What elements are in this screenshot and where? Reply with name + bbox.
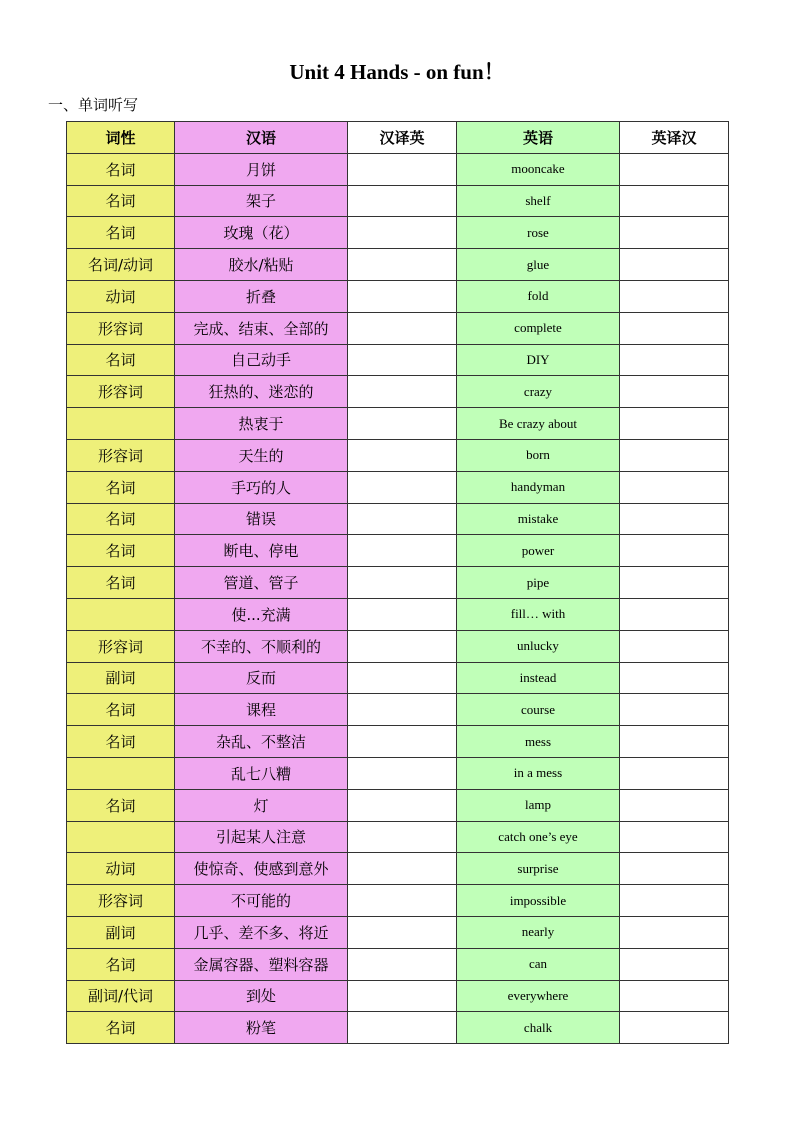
table-row bbox=[67, 662, 729, 694]
part-of-speech-cell: 动词 bbox=[67, 280, 175, 312]
english-to-chinese-answer-cell[interactable] bbox=[620, 885, 729, 917]
chinese-word-cell: 引起某人注意 bbox=[175, 821, 348, 853]
chinese-word-cell: 自己动手 bbox=[175, 344, 348, 376]
chinese-word-cell: 灯 bbox=[175, 789, 348, 821]
chinese-to-english-answer-cell[interactable] bbox=[348, 217, 457, 249]
table-row bbox=[67, 916, 729, 948]
english-word-cell: chalk bbox=[457, 1012, 620, 1044]
part-of-speech-cell: 名词 bbox=[67, 217, 175, 249]
chinese-word-cell: 到处 bbox=[175, 980, 348, 1012]
chinese-word-cell: 课程 bbox=[175, 694, 348, 726]
english-word-cell: glue bbox=[457, 249, 620, 281]
english-word-cell: handyman bbox=[457, 471, 620, 503]
table-row bbox=[67, 1012, 729, 1044]
english-word-cell: power bbox=[457, 535, 620, 567]
header-chinese-to-english: 汉译英 bbox=[348, 122, 457, 154]
table-row bbox=[67, 471, 729, 503]
part-of-speech-cell bbox=[67, 757, 175, 789]
english-to-chinese-answer-cell[interactable] bbox=[620, 503, 729, 535]
table-row bbox=[67, 948, 729, 980]
part-of-speech-cell: 形容词 bbox=[67, 376, 175, 408]
chinese-to-english-answer-cell[interactable] bbox=[348, 598, 457, 630]
table-row bbox=[67, 789, 729, 821]
part-of-speech-cell: 名词 bbox=[67, 694, 175, 726]
chinese-word-cell: 不可能的 bbox=[175, 885, 348, 917]
table-row bbox=[67, 535, 729, 567]
table-row bbox=[67, 185, 729, 217]
chinese-word-cell: 手巧的人 bbox=[175, 471, 348, 503]
chinese-word-cell: 热衷于 bbox=[175, 408, 348, 440]
part-of-speech-cell: 名词 bbox=[67, 1012, 175, 1044]
english-to-chinese-answer-cell[interactable] bbox=[620, 916, 729, 948]
part-of-speech-cell: 名词 bbox=[67, 726, 175, 758]
english-to-chinese-answer-cell[interactable] bbox=[620, 217, 729, 249]
page-title: Unit 4 Hands - on fun！ bbox=[289, 60, 505, 84]
part-of-speech-cell: 动词 bbox=[67, 853, 175, 885]
table-row bbox=[67, 757, 729, 789]
chinese-to-english-answer-cell[interactable] bbox=[348, 1012, 457, 1044]
english-to-chinese-answer-cell[interactable] bbox=[620, 153, 729, 185]
table-row bbox=[67, 312, 729, 344]
english-word-cell: mooncake bbox=[457, 153, 620, 185]
part-of-speech-cell: 副词/代词 bbox=[67, 980, 175, 1012]
chinese-word-cell: 折叠 bbox=[175, 280, 348, 312]
part-of-speech-cell: 名词 bbox=[67, 789, 175, 821]
chinese-to-english-answer-cell[interactable] bbox=[348, 280, 457, 312]
english-to-chinese-answer-cell[interactable] bbox=[620, 567, 729, 599]
english-word-cell: lamp bbox=[457, 789, 620, 821]
english-to-chinese-answer-cell[interactable] bbox=[620, 376, 729, 408]
table-row bbox=[67, 280, 729, 312]
english-to-chinese-answer-cell[interactable] bbox=[620, 980, 729, 1012]
part-of-speech-cell: 形容词 bbox=[67, 312, 175, 344]
english-to-chinese-answer-cell[interactable] bbox=[620, 1012, 729, 1044]
chinese-to-english-answer-cell[interactable] bbox=[348, 757, 457, 789]
part-of-speech-cell: 名词 bbox=[67, 948, 175, 980]
part-of-speech-cell: 名词 bbox=[67, 503, 175, 535]
english-to-chinese-answer-cell[interactable] bbox=[620, 757, 729, 789]
english-to-chinese-answer-cell[interactable] bbox=[620, 344, 729, 376]
chinese-to-english-answer-cell[interactable] bbox=[348, 439, 457, 471]
english-word-cell: course bbox=[457, 694, 620, 726]
english-to-chinese-answer-cell[interactable] bbox=[620, 471, 729, 503]
chinese-to-english-answer-cell[interactable] bbox=[348, 185, 457, 217]
english-word-cell: Be crazy about bbox=[457, 408, 620, 440]
table-row bbox=[67, 376, 729, 408]
english-word-cell: fold bbox=[457, 280, 620, 312]
english-to-chinese-answer-cell[interactable] bbox=[620, 598, 729, 630]
chinese-word-cell: 不幸的、不顺利的 bbox=[175, 630, 348, 662]
english-word-cell: unlucky bbox=[457, 630, 620, 662]
chinese-word-cell: 玫瑰（花） bbox=[175, 217, 348, 249]
table-row bbox=[67, 885, 729, 917]
part-of-speech-cell: 名词 bbox=[67, 471, 175, 503]
part-of-speech-cell: 名词/动词 bbox=[67, 249, 175, 281]
chinese-word-cell: 天生的 bbox=[175, 439, 348, 471]
part-of-speech-cell: 名词 bbox=[67, 567, 175, 599]
english-word-cell: can bbox=[457, 948, 620, 980]
chinese-word-cell: 断电、停电 bbox=[175, 535, 348, 567]
chinese-to-english-answer-cell[interactable] bbox=[348, 567, 457, 599]
chinese-to-english-answer-cell[interactable] bbox=[348, 249, 457, 281]
table-row bbox=[67, 980, 729, 1012]
chinese-to-english-answer-cell[interactable] bbox=[348, 789, 457, 821]
english-to-chinese-answer-cell[interactable] bbox=[620, 439, 729, 471]
chinese-word-cell: 粉笔 bbox=[175, 1012, 348, 1044]
table-row bbox=[67, 726, 729, 758]
table-row bbox=[67, 344, 729, 376]
english-word-cell: in a mess bbox=[457, 757, 620, 789]
table-row bbox=[67, 853, 729, 885]
chinese-to-english-answer-cell[interactable] bbox=[348, 376, 457, 408]
chinese-to-english-answer-cell[interactable] bbox=[348, 885, 457, 917]
vocabulary-table bbox=[66, 121, 729, 1044]
table-row bbox=[67, 630, 729, 662]
chinese-word-cell: 错误 bbox=[175, 503, 348, 535]
part-of-speech-cell bbox=[67, 408, 175, 440]
english-word-cell: complete bbox=[457, 312, 620, 344]
chinese-to-english-answer-cell[interactable] bbox=[348, 408, 457, 440]
english-to-chinese-answer-cell[interactable] bbox=[620, 249, 729, 281]
part-of-speech-cell: 形容词 bbox=[67, 630, 175, 662]
chinese-to-english-answer-cell[interactable] bbox=[348, 471, 457, 503]
part-of-speech-cell: 形容词 bbox=[67, 439, 175, 471]
chinese-word-cell: 使...充满 bbox=[175, 598, 348, 630]
chinese-to-english-answer-cell[interactable] bbox=[348, 726, 457, 758]
table-row bbox=[67, 567, 729, 599]
english-to-chinese-answer-cell[interactable] bbox=[620, 408, 729, 440]
chinese-to-english-answer-cell[interactable] bbox=[348, 535, 457, 567]
english-word-cell: rose bbox=[457, 217, 620, 249]
chinese-to-english-answer-cell[interactable] bbox=[348, 821, 457, 853]
english-to-chinese-answer-cell[interactable] bbox=[620, 662, 729, 694]
header-part-of-speech: 词性 bbox=[67, 122, 175, 154]
chinese-to-english-answer-cell[interactable] bbox=[348, 662, 457, 694]
table-row bbox=[67, 439, 729, 471]
part-of-speech-cell: 名词 bbox=[67, 535, 175, 567]
chinese-word-cell: 使惊奇、使感到意外 bbox=[175, 853, 348, 885]
english-word-cell: shelf bbox=[457, 185, 620, 217]
header-english-to-chinese: 英译汉 bbox=[620, 122, 729, 154]
chinese-word-cell: 架子 bbox=[175, 185, 348, 217]
english-to-chinese-answer-cell[interactable] bbox=[620, 312, 729, 344]
part-of-speech-cell: 名词 bbox=[67, 185, 175, 217]
chinese-word-cell: 金属容器、塑料容器 bbox=[175, 948, 348, 980]
chinese-to-english-answer-cell[interactable] bbox=[348, 916, 457, 948]
part-of-speech-cell bbox=[67, 821, 175, 853]
english-word-cell: crazy bbox=[457, 376, 620, 408]
table-row bbox=[67, 153, 729, 185]
english-to-chinese-answer-cell[interactable] bbox=[620, 280, 729, 312]
chinese-to-english-answer-cell[interactable] bbox=[348, 948, 457, 980]
table-row bbox=[67, 408, 729, 440]
part-of-speech-cell: 名词 bbox=[67, 344, 175, 376]
english-word-cell: fill… with bbox=[457, 598, 620, 630]
english-to-chinese-answer-cell[interactable] bbox=[620, 948, 729, 980]
english-to-chinese-answer-cell[interactable] bbox=[620, 789, 729, 821]
english-word-cell: everywhere bbox=[457, 980, 620, 1012]
english-word-cell: surprise bbox=[457, 853, 620, 885]
header-chinese: 汉语 bbox=[175, 122, 348, 154]
english-to-chinese-answer-cell[interactable] bbox=[620, 821, 729, 853]
table-row bbox=[67, 821, 729, 853]
english-to-chinese-answer-cell[interactable] bbox=[620, 853, 729, 885]
chinese-to-english-answer-cell[interactable] bbox=[348, 503, 457, 535]
english-word-cell: instead bbox=[457, 662, 620, 694]
chinese-word-cell: 狂热的、迷恋的 bbox=[175, 376, 348, 408]
english-word-cell: impossible bbox=[457, 885, 620, 917]
table-row bbox=[67, 249, 729, 281]
chinese-to-english-answer-cell[interactable] bbox=[348, 980, 457, 1012]
table-row bbox=[67, 503, 729, 535]
chinese-to-english-answer-cell[interactable] bbox=[348, 344, 457, 376]
part-of-speech-cell: 名词 bbox=[67, 153, 175, 185]
table-row bbox=[67, 598, 729, 630]
chinese-word-cell: 乱七八糟 bbox=[175, 757, 348, 789]
table-row bbox=[67, 694, 729, 726]
english-word-cell: born bbox=[457, 439, 620, 471]
english-to-chinese-answer-cell[interactable] bbox=[620, 694, 729, 726]
part-of-speech-cell: 副词 bbox=[67, 662, 175, 694]
english-to-chinese-answer-cell[interactable] bbox=[620, 630, 729, 662]
table-row bbox=[67, 217, 729, 249]
chinese-to-english-answer-cell[interactable] bbox=[348, 153, 457, 185]
chinese-to-english-answer-cell[interactable] bbox=[348, 312, 457, 344]
chinese-word-cell: 杂乱、不整洁 bbox=[175, 726, 348, 758]
section-title: 一、单词听写 bbox=[48, 96, 139, 114]
chinese-word-cell: 反而 bbox=[175, 662, 348, 694]
english-word-cell: catch one’s eye bbox=[457, 821, 620, 853]
chinese-word-cell: 月饼 bbox=[175, 153, 348, 185]
part-of-speech-cell: 副词 bbox=[67, 916, 175, 948]
english-to-chinese-answer-cell[interactable] bbox=[620, 535, 729, 567]
chinese-to-english-answer-cell[interactable] bbox=[348, 853, 457, 885]
chinese-word-cell: 管道、管子 bbox=[175, 567, 348, 599]
chinese-word-cell: 胶水/粘贴 bbox=[175, 249, 348, 281]
chinese-to-english-answer-cell[interactable] bbox=[348, 630, 457, 662]
english-word-cell: DIY bbox=[457, 344, 620, 376]
english-word-cell: mess bbox=[457, 726, 620, 758]
header-english: 英语 bbox=[457, 122, 620, 154]
english-to-chinese-answer-cell[interactable] bbox=[620, 726, 729, 758]
part-of-speech-cell bbox=[67, 598, 175, 630]
table-body bbox=[67, 153, 729, 1043]
table-header-row bbox=[67, 122, 729, 154]
english-to-chinese-answer-cell[interactable] bbox=[620, 185, 729, 217]
english-word-cell: pipe bbox=[457, 567, 620, 599]
english-word-cell: mistake bbox=[457, 503, 620, 535]
part-of-speech-cell: 形容词 bbox=[67, 885, 175, 917]
chinese-word-cell: 完成、结束、全部的 bbox=[175, 312, 348, 344]
english-word-cell: nearly bbox=[457, 916, 620, 948]
chinese-to-english-answer-cell[interactable] bbox=[348, 694, 457, 726]
chinese-word-cell: 几乎、差不多、将近 bbox=[175, 916, 348, 948]
